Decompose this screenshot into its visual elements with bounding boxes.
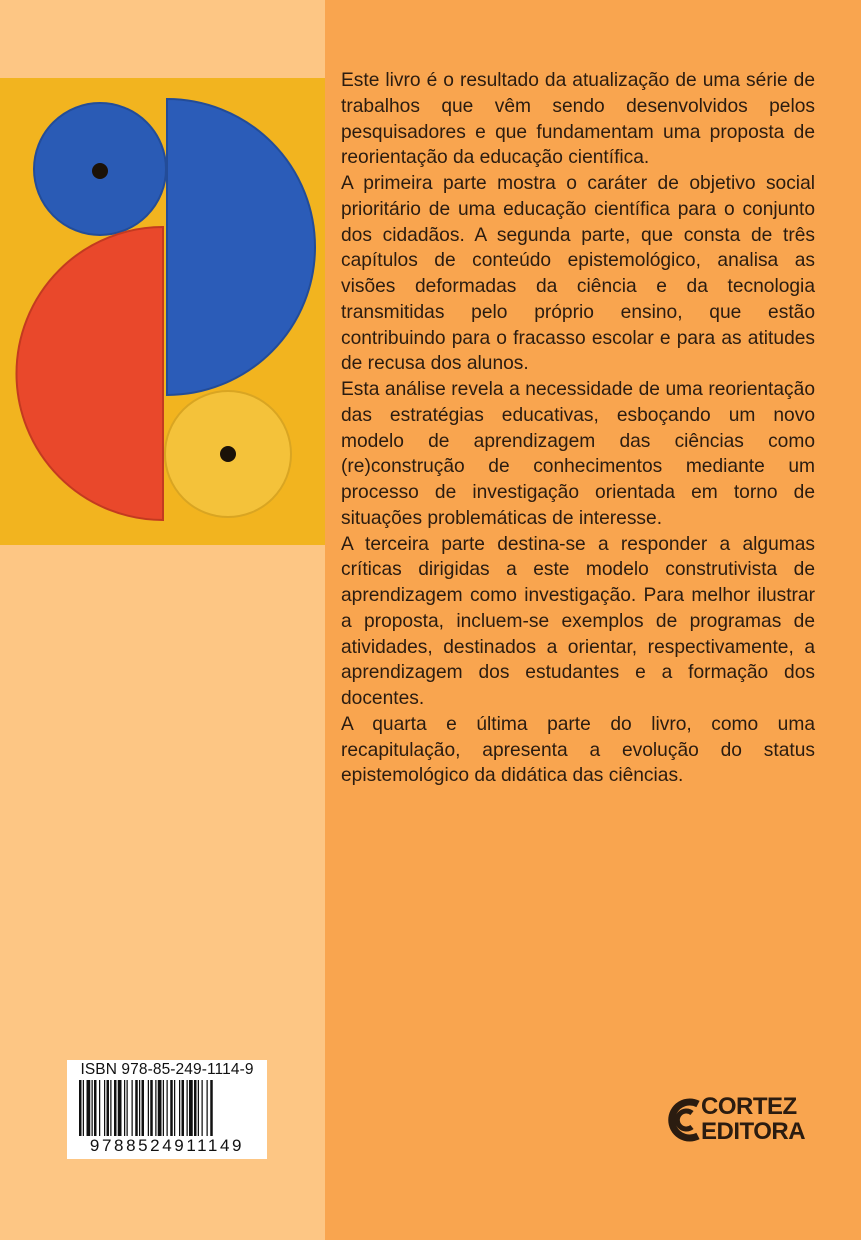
blue-disc-icon xyxy=(34,103,166,235)
blurb-paragraph: Este livro é o resultado da atualização de uma série de trabalhos que vêm sendo desenvolvidos pelos pesquisadores e que fundamentam uma proposta de reorientação da educação científica. xyxy=(341,70,815,169)
publisher-logo xyxy=(665,1092,815,1162)
blurb-paragraph: A primeira parte mostra o caráter de objetivo social prioritário de uma educação científica para o conjunto dos cidadãos. A segunda parte, que consta de três capítulos de conteúdo epistemológico, analisa as visões deformadas da ciência e da tecnologia transmitidas pelo próprio ensino, que estão contribuindo para o fracasso escolar e para as atitudes de recusa dos alunos. xyxy=(341,173,815,375)
logo-line-1: CORTEZ xyxy=(701,1093,797,1120)
cover-art xyxy=(0,78,325,545)
blurb-paragraph: A terceira parte destina-se a responder a algumas críticas dirigidas a este modelo construtivista de aprendizagem como investigação. Para melhor ilustrar a proposta, incluem-se exemplos de programas de atividades, destinados a orientar, respectivamente, a aprendizagem dos estudantes e a formação dos docentes. xyxy=(341,533,815,709)
blurb-paragraph: A quarta e última parte do livro, como uma recapitulação, apresenta a evolução do status epistemológico da didática das ciências. xyxy=(341,713,815,787)
yellow-disc-icon xyxy=(165,391,291,517)
isbn-barcode-label xyxy=(67,1060,267,1159)
barcode-digits: 9788524911149 xyxy=(89,1136,245,1155)
blurb-paragraph: Esta análise revela a necessidade de uma reorientação das estratégias educativas, esboçando um novo modelo de aprendizagem das ciências como (re)construção de conhecimentos mediante um processo de investigação orientada em torno de situações problemáticas de interesse. xyxy=(341,379,815,529)
cortez-logo-icon xyxy=(665,1094,705,1148)
logo-line-2: EDITORA xyxy=(701,1118,806,1145)
back-cover-blurb xyxy=(341,68,815,789)
isbn-number: ISBN 978-85-249-1114-9 xyxy=(80,1061,254,1078)
